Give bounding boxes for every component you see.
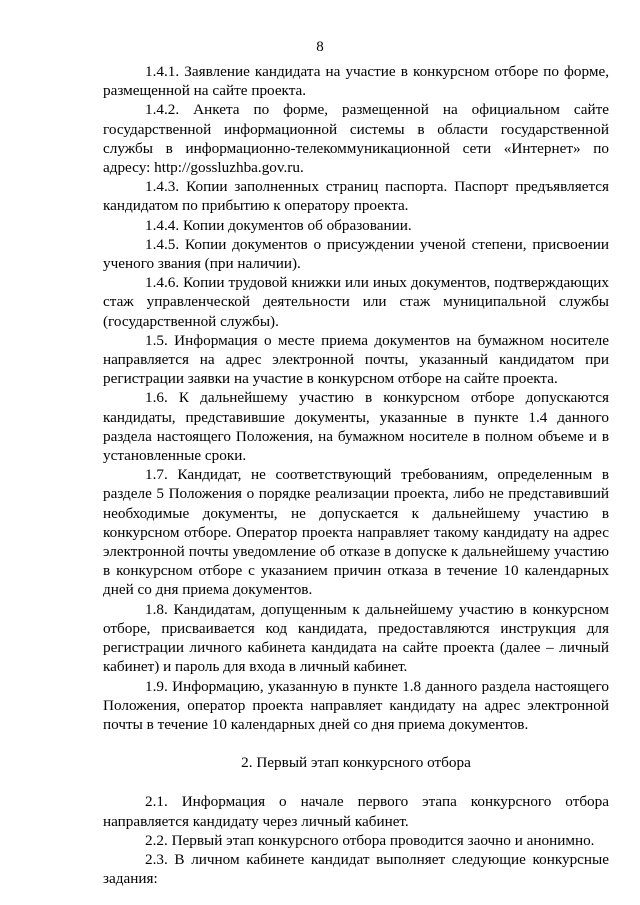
document-body [103,62,609,888]
paragraph-1-4-2: 1.4.2. Анкета по форме, размещенной на официальном сайте государственной информационной системы в области государственной службы в информационно-телекоммуникационной сети «Интернет» по адресу: http://gossluzhba.gov.ru. [103,101,609,177]
section-heading: 2. Первый этап конкурсного отбора [241,754,471,772]
page-number: 8 [316,39,324,55]
paragraph-1-9: 1.9. Информацию, указанную в пункте 1.8 данного раздела настоящего Положения, оператор проекта направляет кандидату на адрес электронной почты в течение 10 календарных дней со дня приема документов. [103,677,609,733]
paragraph-1-8: 1.8. Кандидатам, допущенным к дальнейшему участию в конкурсном отборе, присваивается код кандидата, предоставляются инструкция для регистрации личного кабинета кандидата на сайте проекта (далее – личный кабинет) и пароль для входа в личный кабинет. [103,600,609,676]
paragraph-1-4-3: 1.4.3. Копии заполненных страниц паспорта. Паспорт предъявляется кандидатом по прибытию к оператору проекта. [103,178,609,215]
paragraph-2-3: 2.3. В личном кабинете кандидат выполняет следующие конкурсные задания: [103,850,609,888]
paragraph-1-4-4: 1.4.4. Копии документов об образовании. [145,216,412,234]
paragraph-1-4-6: 1.4.6. Копии трудовой книжки или иных документов, подтверждающих стаж управленческой деятельности или стаж муниципальной службы (государственной службы). [103,274,609,330]
paragraph-1-4-1: 1.4.1. Заявление кандидата на участие в конкурсном отборе по форме, размещенной на сайте проекта. [103,63,609,100]
paragraph-1-4-5: 1.4.5. Копии документов о присуждении ученой степени, присвоении ученого звания (при наличии). [103,235,609,273]
paragraph-2-1: 2.1. Информация о начале первого этапа конкурсного отбора направляется кандидату через личный кабинет. [103,793,609,830]
paragraph-1-5: 1.5. Информация о месте приема документов на бумажном носителе направляется на адрес электронной почты, указанный кандидатом при регистрации заявки на участие в конкурсном отборе на сайте проекта. [103,331,609,388]
paragraph-1-7: 1.7. Кандидат, не соответствующий требованиям, определенным в разделе 5 Положения о порядке реализации проекта, либо не представивший необходимые документы, не допускается к дальнейшему участию в конкурсном отборе. Оператор проекта направляет такому кандидату на адрес электронной почты уведомление об отказе в допуске к дальнейшему участию в конкурсном отборе с указанием причин отказа в течение 10 календарных дней со дня приема документов. [103,466,609,599]
paragraph-2-2: 2.2. Первый этап конкурсного отбора проводится заочно и анонимно. [145,831,595,849]
paragraph-1-6: 1.6. К дальнейшему участию в конкурсном отборе допускаются кандидаты, представившие документы, указанные в пункте 1.4 данного раздела настоящего Положения, на бумажном носителе в полном объеме и в установленные сроки. [103,389,609,465]
